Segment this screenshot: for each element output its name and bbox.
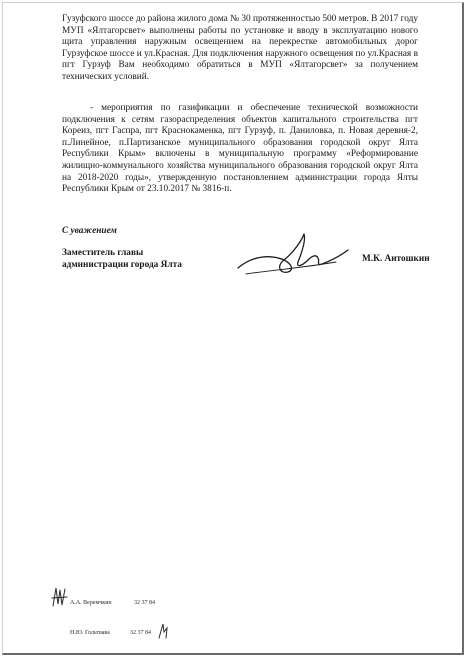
executor-2-name: Н.Ю. Гольтвава (70, 630, 110, 636)
executor-2-phone: 32 37 84 (130, 630, 151, 636)
handwritten-signature (232, 226, 352, 286)
signer-position-line-1: Заместитель главы (62, 248, 144, 258)
closing-greeting: С уважением (62, 226, 117, 236)
letter-paragraph-1: Гузуфского шоссе до района жилого дома № 30 протяженностью 500 метров. В 2017 году МУП «Ялтагорсвет» выполнены работы по установке и вводу в эксплуатацию нового щита управления наружным освещением на перекрестке автомобильных дорог Гурзуфское шоссе и ул.Красная. Для подключения наружного освещения по ул.Красная в пгт Гурзуф Вам необходимо обратиться в МУП «Ялтагорсвет» за получением технических условий. (62, 14, 418, 82)
executor-1-phone: 32 37 84 (134, 600, 155, 606)
executor-1-name: А.А. Веремчкин (70, 600, 112, 606)
signer-position (62, 248, 182, 271)
signer-name: М.К. Антошкин (362, 254, 430, 264)
executor-initials-1 (50, 586, 70, 608)
letter-paragraph-2 (62, 103, 418, 196)
document-page (2, 2, 464, 655)
letter-paragraph-2-text: - мероприятия по газификации и обеспечение технической возможности подключения к сетям газораспределения объектов капитального строительства пгт Кореиз, пгт Гаспра, пгт Краснокаменка, пгт Гурзуф, п. Даниловка, п. Новая деревня-2, п.Линейное, п.Партизанское муниципального образования городской округ Ялта Республики Крым» включены в муниципальную программу «Реформирование жилищно-коммунального хозяйства муниципального образования городской округ Ялта на 2018-2020 годы», утвержденную постановлением администрации города Ялты Республики Крым от 23.10.2017 № 3816-п. (62, 103, 418, 195)
signer-position-line-2: администрации города Ялта (62, 259, 182, 270)
executor-initials-2 (156, 622, 170, 640)
